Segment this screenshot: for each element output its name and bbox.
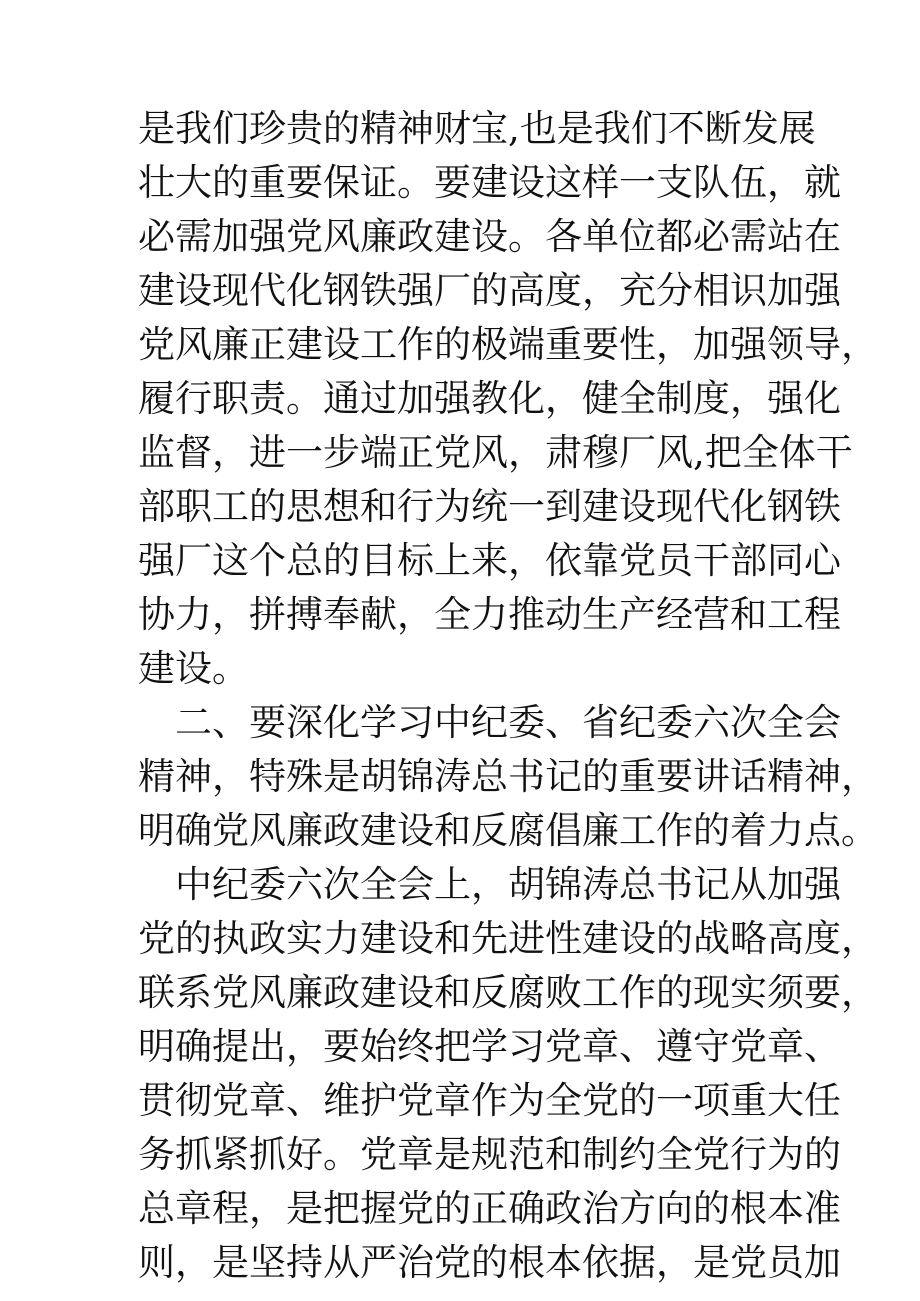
section-heading-line: 明确党风廉政建设和反腐倡廉工作的着力点。 [138,809,878,852]
text-line: 党风廉正建设工作的极端重要性，加强领导， [138,323,878,366]
text-line: 建设。 [138,647,249,690]
text-line: 贯彻党章、维护党章作为全党的一项重大任 [138,1079,841,1122]
text-line: 必需加强党风廉政建设。各单位都必需站在 [138,215,841,258]
text-line: 监督，进一步端正党风，肃穆厂风,把全体干 [138,431,853,474]
text-line: 明确提出，要始终把学习党章、遵守党章、 [138,1025,841,1068]
paragraph-first-line: 中纪委六次全会上，胡锦涛总书记从加强 [175,863,841,906]
text-line: 务抓紧抓好。党章是规范和制约全党行为的 [138,1133,841,1176]
text-line: 强厂这个总的目标上来，依靠党员干部同心 [138,539,841,582]
section-heading-line: 精神，特殊是胡锦涛总书记的重要讲话精神， [138,755,878,798]
text-line: 是我们珍贵的精神财宝,也是我们不断发展 [138,107,816,150]
text-line: 党的执政实力建设和先进性建设的战略高度， [138,917,878,960]
text-line: 则，是坚持从严治党的根本依据，是党员加 [138,1241,841,1284]
text-line: 联系党风廉政建设和反腐败工作的现实须要， [138,971,878,1014]
text-line: 履行职责。通过加强教化，健全制度，强化 [138,377,841,420]
text-line: 建设现代化钢铁强厂的高度，充分相识加强 [138,269,841,312]
text-line: 壮大的重要保证。要建设这样一支队伍，就 [138,161,841,204]
document-body [138,102,878,1290]
text-line: 协力，拼搏奉献，全力推动生产经营和工程 [138,593,841,636]
text-line: 总章程，是把握党的正确政治方向的根本准 [138,1187,841,1230]
text-line: 部职工的思想和行为统一到建设现代化钢铁 [138,485,841,528]
section-heading-line: 二、要深化学习中纪委、省纪委六次全会 [175,701,841,744]
